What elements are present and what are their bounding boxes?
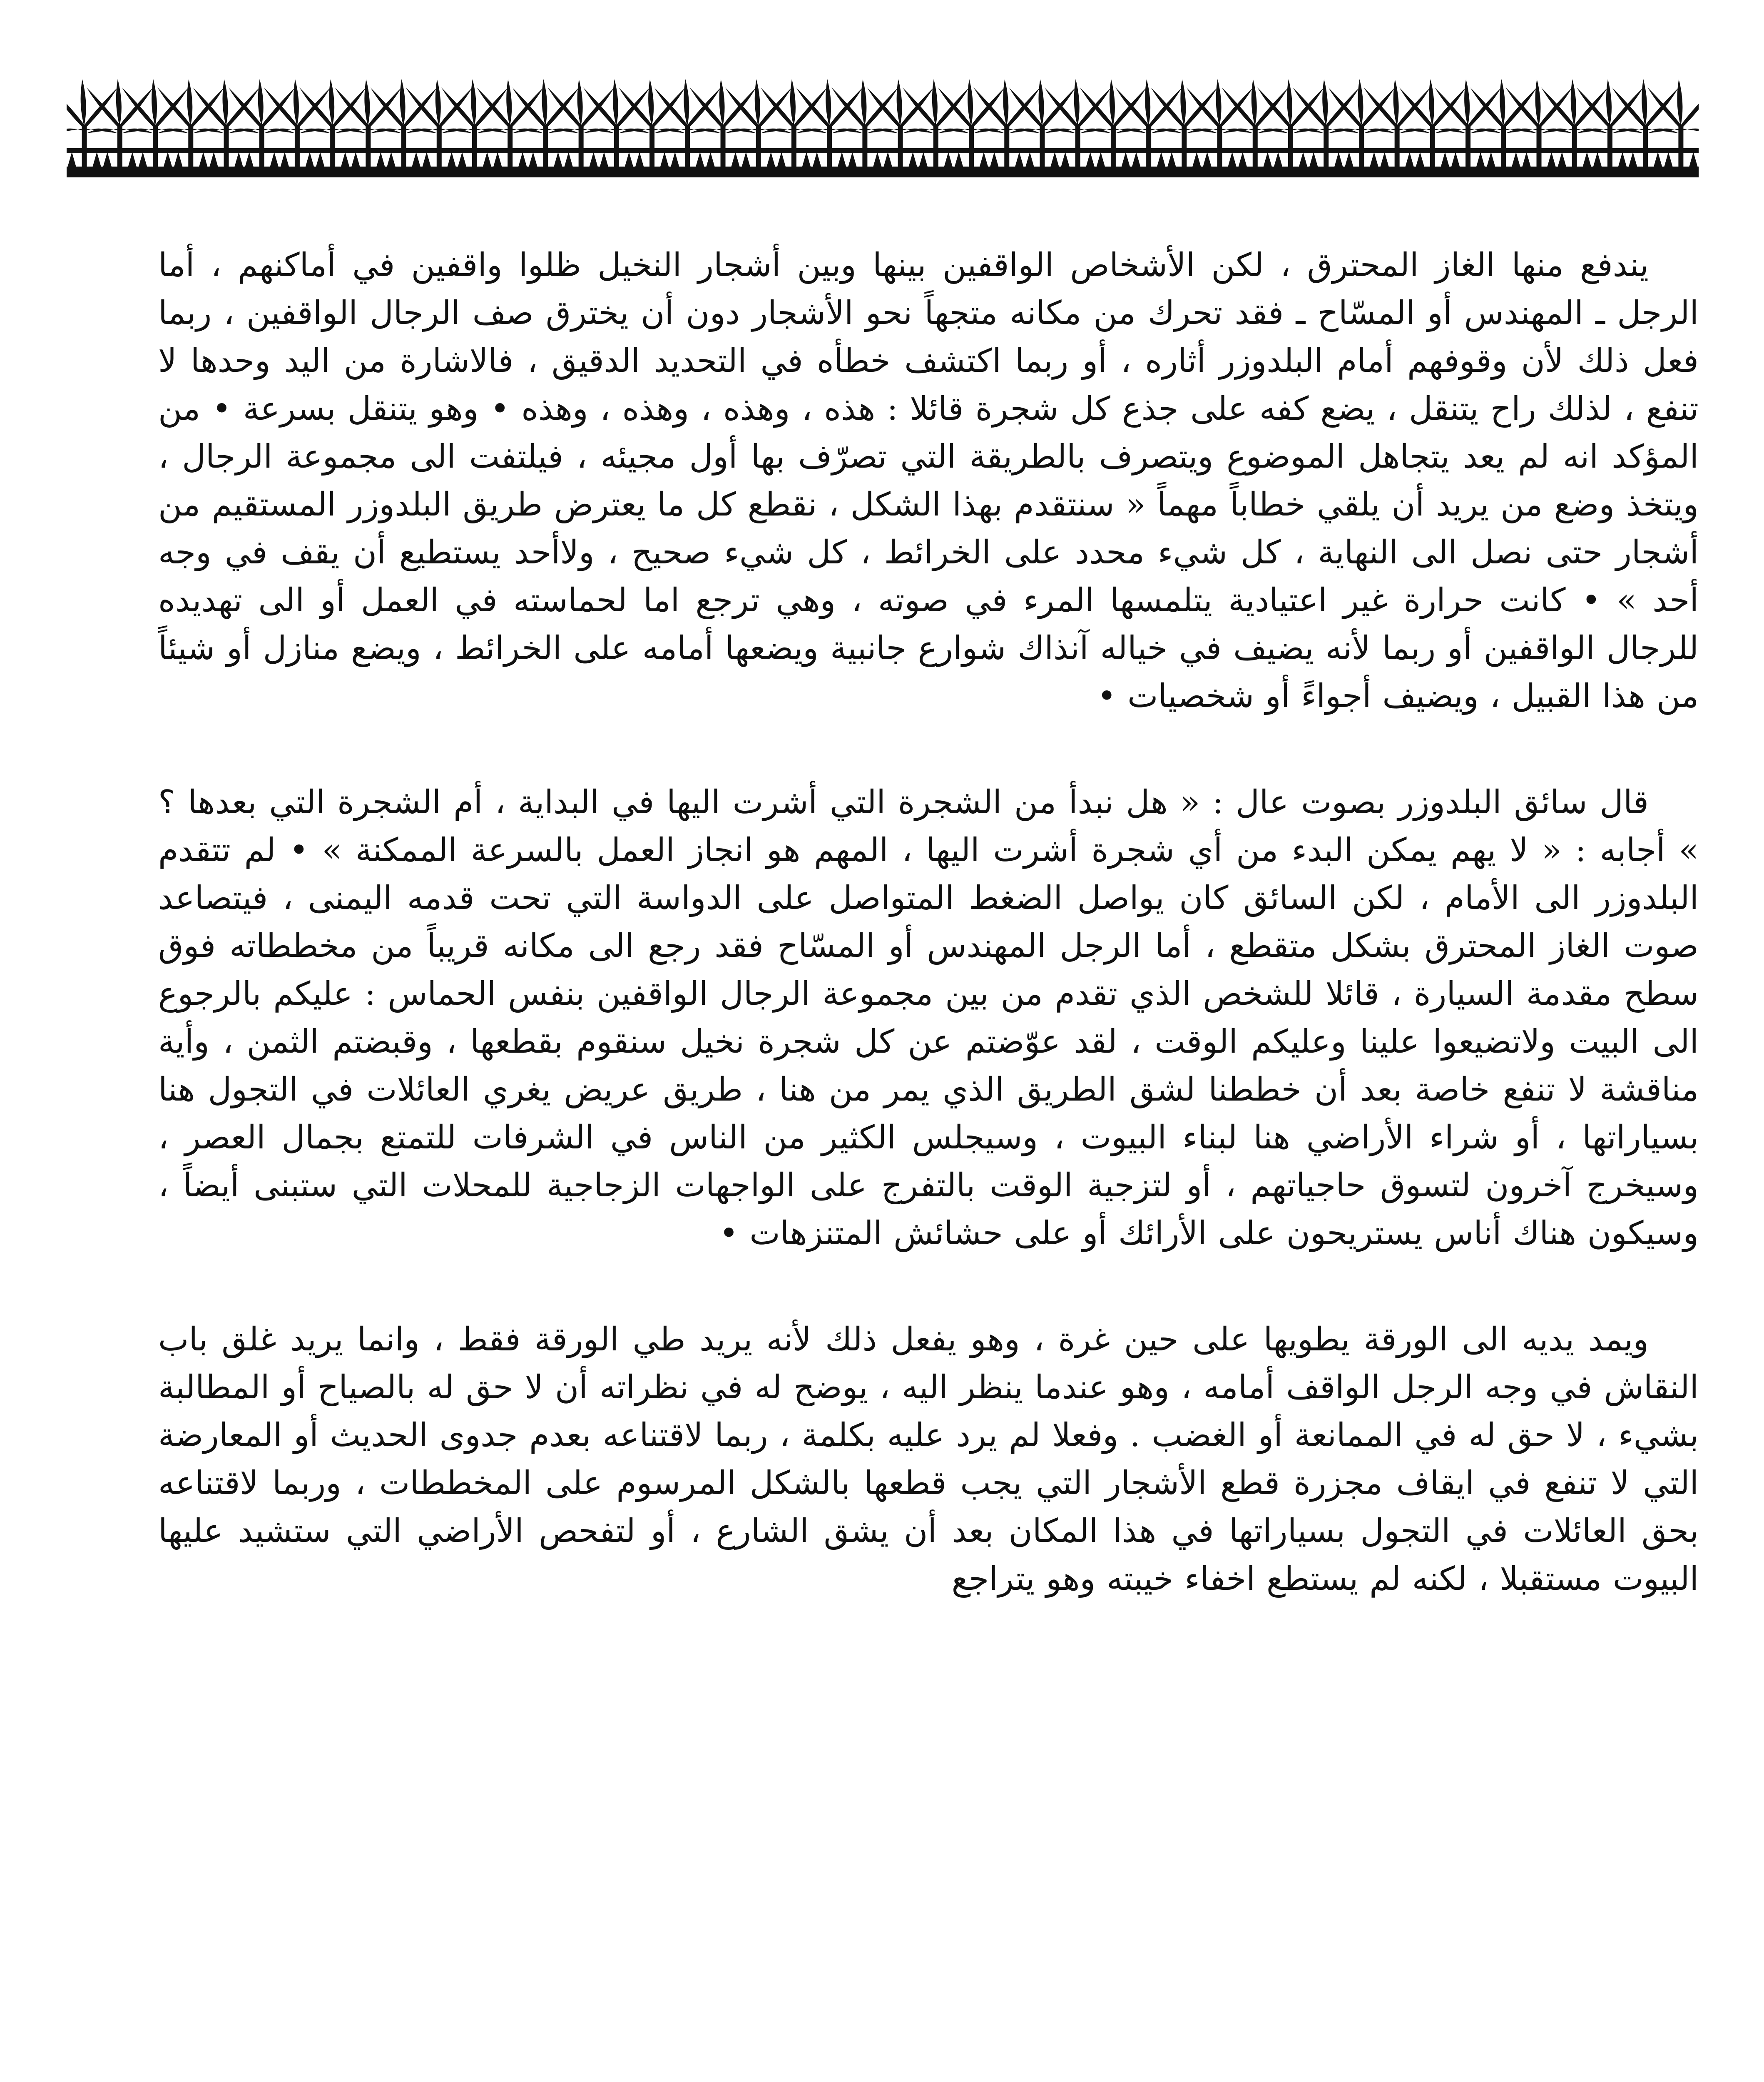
palm-ornament-icon xyxy=(1647,79,1699,167)
body-text xyxy=(158,242,1699,2082)
paragraph: يندفع منها الغاز المحترق ، لكن الأشخاص الواقفين بينها وبين أشجار النخيل ظلوا واقفين في أماكنهم ، أما الرجل ـ المهندس أو المسّاح ـ فقد تحرك من مكانه متجهاً نحو الأشجار دون أن يخترق صف الرجال الواقفين ، ربما فعل ذلك لأن وقوفهم أمام البلدوزر أثاره ، أو ربما اكتشف خطأه في التحديد الدقيق ، فالاشارة من اليد وحدها لا تنفع ، لذلك راح يتنقل ، يضع كفه على جذع كل شجرة قائلا : هذه ، وهذه ، وهذه ، وهذه • وهو يتنقل بسرعة • من المؤكد انه لم يعد يتجاهل الموضوع ويتصرف بالطريقة التي تصرّف بها أول مجيئه ، فيلتفت الى مجموعة الرجال ، ويتخذ وضع من يريد أن يلقي خطاباً مهماً « سنتقدم بهذا الشكل ، نقطع كل ما يعترض طريق البلدوزر المستقيم من أشجار حتى نصل الى النهاية ، كل شيء محدد على الخرائط ، كل شيء صحيح ، ولاأحد يستطيع أن يقف في وجه أحد » • كانت حرارة غير اعتيادية يتلمسها المرء في صوته ، وهي ترجع اما لحماسته في العمل أو الى تهديده للرجال الواقفين أو ربما لأنه يضيف في خياله آنذاك شوارع جانبية ويضعها أمامه على الخرائط ، ويضع منازل أو شيئاً من هذا القبيل ، ويضيف أجواءً أو شخصيات • xyxy=(158,247,1699,715)
palm-ornament-icon xyxy=(67,79,118,167)
paragraph: قال سائق البلدوزر بصوت عال : « هل نبدأ من الشجرة التي أشرت اليها في البداية ، أم الشجرة التي بعدها ؟ » أجابه : « لا يهم يمكن البدء من أي شجرة أشرت اليها ، المهم هو انجاز العمل بالسرعة الممكنة » • لم تتقدم البلدوزر الى الأمام ، لكن السائق كان يواصل الضغط المتواصل على الدواسة التي تحت قدمه اليمنى ، فيتصاعد صوت الغاز المحترق بشكل متقطع ، أما الرجل المهندس أو المسّاح فقد رجع الى مكانه قريباً من مخططاته فوق سطح مقدمة السيارة ، قائلا للشخص الذي تقدم من بين مجموعة الرجال الواقفين بنفس الحماس : عليكم بالرجوع الى البيت ولاتضيعوا علينا وعليكم الوقت ، لقد عوّضتم عن كل شجرة نخيل سنقوم بقطعها ، وقبضتم الثمن ، وأية مناقشة لا تنفع خاصة بعد أن خططنا لشق الطريق الذي يمر من هنا ، طريق عريض يغري العائلات في التجول هنا بسياراتها ، أو شراء الأراضي هنا لبناء البيوت ، وسيجلس الكثير من الناس في الشرفات للتمتع بجمال العصر ، وسيخرج آخرون لتسوق حاجياتهم ، أو لتزجية الوقت بالتفرج على الواجهات الزجاجية للمحلات التي ستبنى أيضاً ، وسيكون هناك أناس يستريحون على الأرائك أو على حشائش المتنزهات • xyxy=(158,784,1699,1252)
paragraph: ويمد يديه الى الورقة يطويها على حين غرة ، وهو يفعل ذلك لأنه يريد طي الورقة فقط ، وانما يريد غلق باب النقاش في وجه الرجل الواقف أمامه ، وهو عندما ينظر اليه ، يوضح له في نظراته أن لا حق له بالصياح أو المطالبة بشيء ، لا حق له في الممانعة أو الغضب . وفعلا لم يرد عليه بكلمة ، ربما لاقتناعه بعدم جدوى الحديث أو المعارضة التي لا تنفع في ايقاف مجزرة قطع الأشجار التي يجب قطعها بالشكل المرسوم على المخططات ، وربما لاقتناعه بحق العائلات في التجول بسياراتها في هذا المكان بعد أن يشق الشارع ، أو لتفحص الأراضي التي ستشيد عليها البيوت مستقبلا ، لكنه لم يستطع اخفاء خيبته وهو يتراجع xyxy=(158,1321,1699,1598)
header-ornament xyxy=(67,62,1699,200)
